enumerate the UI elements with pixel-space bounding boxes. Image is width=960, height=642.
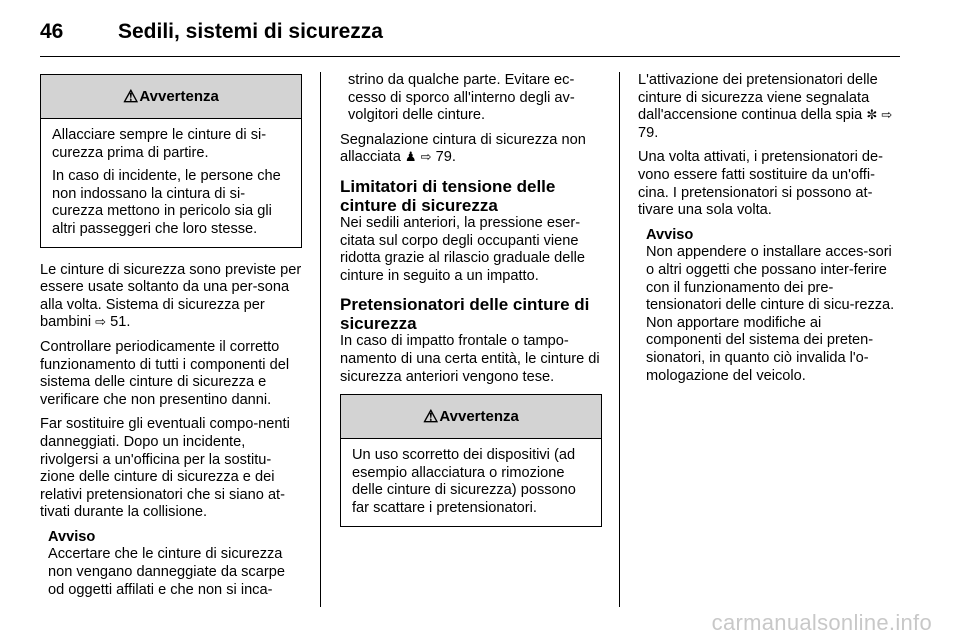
paragraph: Far sostituire gli eventuali compo-nenti danneggiati. Dopo un incidente, rivolgersi a un'officina per la sostitu-zione delle cinture di sicurezza e dei relativi pretensionatori che si siano at-tivati durante la collisione. bbox=[40, 416, 290, 521]
warning-header bbox=[41, 75, 301, 119]
section-heading: Limitatori di tensione delle cinture di sicurezza bbox=[340, 176, 556, 215]
paragraph bbox=[40, 262, 302, 332]
warning-header bbox=[341, 395, 601, 439]
warning-body bbox=[341, 439, 601, 525]
note-label: Avviso bbox=[646, 226, 694, 243]
page-header bbox=[40, 14, 383, 50]
warning-triangle-icon: ⚠ bbox=[123, 86, 139, 106]
page-reference: 79. bbox=[435, 149, 456, 166]
column-1 bbox=[40, 74, 302, 599]
page-reference: 79. bbox=[638, 124, 659, 141]
watermark: carmanualsonline.info bbox=[711, 610, 932, 635]
warning-text: In caso di incidente, le persone che non indossano la cintura di si-curezza mettono in pericolo sia gli altri passeggeri che loro stesse. bbox=[52, 168, 281, 237]
paragraph: Nei sedili anteriori, la pressione eser-citata sul corpo degli occupanti viene ridotta grazie al rilascio graduale delle cinture in seguito a un impatto. bbox=[340, 214, 585, 284]
paragraph: Una volta attivati, i pretensionatori de-vono essere fatti sostituire da un'offi-cina. I pretensionatori si possono at-tivare una sola volta. bbox=[638, 149, 883, 219]
note bbox=[638, 227, 900, 385]
warning-text: Un uso scorretto dei dispositivi (ad esempio allacciatura o rimozione delle cinture di sicurezza) possono far scattare i pretensionatori. bbox=[352, 447, 576, 516]
column-3 bbox=[638, 72, 900, 385]
note-text: Accertare che le cinture di sicurezza non vengano danneggiate da scarpe od oggetti affilati e che non si inca- bbox=[48, 546, 285, 598]
column-divider bbox=[320, 72, 321, 607]
warning-box bbox=[40, 74, 302, 248]
note-text: Non appendere o installare acces-sori o altri oggetti che possano inter-ferire con il funzionamento dei pre-tensionatori delle cinture di sicu-rezza. Non apportare modifiche ai componenti del sistema dei preten-sionatori, in quanto ciò invalida l'o-mologazione del veicolo. bbox=[646, 244, 895, 384]
warning-box bbox=[340, 394, 602, 526]
column-2 bbox=[340, 72, 602, 541]
airbag-warning-icon: ✼ bbox=[866, 108, 878, 124]
page-reference: 51. bbox=[110, 314, 131, 331]
note-label: Avviso bbox=[48, 528, 96, 545]
paragraph-text: Segnalazione cintura di sicurezza non allacciata bbox=[340, 131, 586, 166]
warning-body bbox=[41, 119, 301, 247]
paragraph bbox=[340, 132, 602, 167]
paragraph bbox=[638, 72, 900, 142]
seatbelt-warning-icon: ♟ bbox=[404, 150, 417, 166]
warning-text: Allacciare sempre le cinture di si-curezza prima di partire. bbox=[52, 127, 267, 161]
section-heading: Pretensionatori delle cinture di sicurezza bbox=[340, 295, 590, 334]
paragraph-text: L'attivazione dei pretensionatori delle cinture di sicurezza viene segnalata dall'accensione continua della spia bbox=[638, 72, 878, 124]
column-divider bbox=[619, 72, 620, 607]
page-reference-arrow-icon: ⇨ bbox=[95, 315, 107, 331]
warning-title: Avvertenza bbox=[139, 87, 219, 105]
warning-triangle-icon: ⚠ bbox=[423, 406, 439, 426]
page-title: Sedili, sistemi di sicurezza bbox=[118, 20, 383, 43]
warning-title: Avvertenza bbox=[439, 407, 519, 425]
header-divider bbox=[40, 56, 900, 57]
page-reference-arrow-icon: ⇨ bbox=[420, 150, 432, 166]
paragraph-text: Le cinture di sicurezza sono previste per essere usate soltanto da una per-sona alla volta. Sistema di sicurezza per bambini bbox=[40, 261, 302, 331]
paragraph: Controllare periodicamente il corretto funzionamento di tutti i componenti del sistema delle cinture di sicurezza e verificare che non presentino danni. bbox=[40, 338, 290, 408]
page-reference-arrow-icon: ⇨ bbox=[881, 108, 893, 124]
note-continuation: strino da qualche parte. Evitare ec-cesso di sporco all'interno degli av-volgitori delle cinture. bbox=[348, 72, 575, 124]
note bbox=[40, 529, 302, 599]
paragraph: In caso di impatto frontale o tampo-namento di una certa entità, le cinture di sicurezza anteriori vengono tese. bbox=[340, 333, 600, 385]
page-number: 46 bbox=[40, 20, 64, 43]
